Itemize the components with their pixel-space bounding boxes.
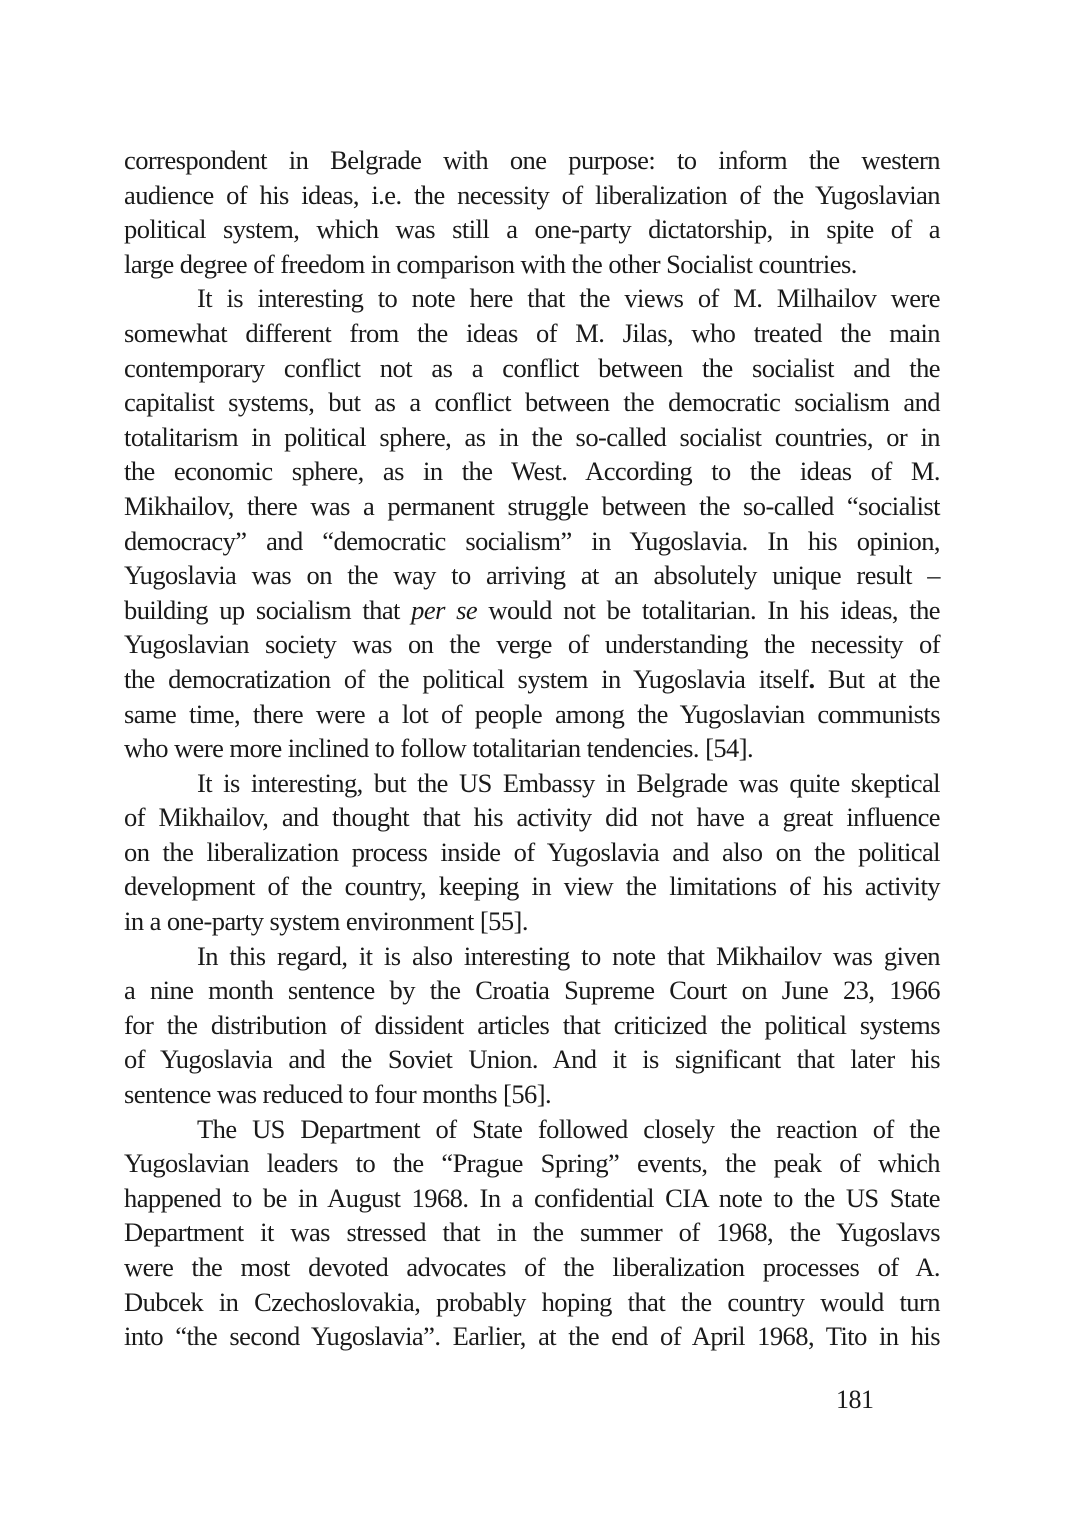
text-line: large degree of freedom in comparison with the other Socialist countries.	[124, 248, 857, 279]
text-line: capitalist systems, but as a conflict between the democratic socialism and	[124, 387, 940, 418]
text-line: Yugoslavian society was on the verge of understanding the necessity of	[124, 629, 940, 660]
text-line: into “the second Yugoslavia”. Earlier, at the end of April 1968, Tito in his	[124, 1321, 940, 1352]
text-line: audience of his ideas, i.e. the necessity of liberalization of the Yugoslavian	[124, 179, 940, 210]
text-line: It is interesting, but the US Embassy in Belgrade was quite skeptical	[197, 767, 940, 798]
text-line: of Mikhailov, and thought that his activity did not have a great influence	[124, 802, 940, 833]
text-line: In this regard, it is also interesting to note that Mikhailov was given	[197, 940, 940, 971]
text-line: were the most devoted advocates of the liberalization processes of A.	[124, 1252, 940, 1282]
paragraph-5	[124, 1112, 940, 1354]
text-line: contemporary conflict not as a conflict between the socialist and the	[124, 352, 940, 383]
text-line-with-italic	[124, 593, 940, 628]
paragraph-4	[124, 939, 940, 1112]
text-line: political system, which was still a one-party dictatorship, in spite of a	[124, 214, 940, 245]
text-line: Yugoslavia was on the way to arriving at an absolutely unique result –	[124, 560, 940, 591]
paragraph-2	[124, 281, 940, 765]
text-line: correspondent in Belgrade with one purpose: to inform the western	[124, 145, 940, 175]
paragraph-3	[124, 766, 940, 939]
page-number: 181	[836, 1385, 874, 1414]
text-line: totalitarism in political sphere, as in the so-called socialist countries, or in	[124, 421, 940, 452]
paragraph-1	[124, 143, 940, 281]
text-line: for the distribution of dissident articles that criticized the political systems	[124, 1009, 940, 1040]
text-line: happened to be in August 1968. In a confidential CIA note to the US State	[124, 1182, 940, 1213]
text-line: a nine month sentence by the Croatia Supreme Court on June 23, 1966	[124, 975, 940, 1006]
text-segment: would not be totalitarian. In his ideas, the	[477, 594, 940, 625]
text-line: who were more inclined to follow totalitarian tendencies. [54].	[124, 733, 754, 764]
text-line: Dubcek in Czechoslovakia, probably hoping that the country would turn	[124, 1286, 940, 1317]
text-line: democracy” and “democratic socialism” in Yugoslavia. In his opinion,	[124, 525, 940, 556]
italic-term: per se	[411, 594, 478, 625]
text-line: the economic sphere, as in the West. According to the ideas of M.	[124, 456, 940, 487]
text-line: on the liberalization process inside of Yugoslavia and also on the political	[124, 836, 940, 867]
text-line: The US Department of State followed closely the reaction of the	[197, 1113, 940, 1144]
text-segment: But at the	[814, 663, 940, 694]
text-line: Mikhailov, there was a permanent struggle between the so-called “socialist	[124, 490, 940, 521]
bold-period: .	[808, 663, 815, 694]
text-line: in a one-party system environment [55].	[124, 906, 528, 937]
text-line: development of the country, keeping in view the limitations of his activity	[124, 871, 940, 902]
text-line: It is interesting to note here that the views of M. Milhailov were	[197, 283, 940, 314]
document-page-body	[124, 143, 940, 1354]
text-line: somewhat different from the ideas of M. Jilas, who treated the main	[124, 317, 940, 348]
text-line: sentence was reduced to four months [56].	[124, 1079, 552, 1110]
text-line: Yugoslavian leaders to the “Prague Spring” events, the peak of which	[124, 1148, 940, 1179]
text-line: same time, there were a lot of people among the Yugoslavian communists	[124, 698, 940, 729]
text-line: of Yugoslavia and the Soviet Union. And it is significant that later his	[124, 1044, 940, 1075]
text-line-with-bold	[124, 662, 940, 697]
text-line: Department it was stressed that in the summer of 1968, the Yugoslavs	[124, 1217, 940, 1248]
text-segment: the democratization of the political system in Yugoslavia itself	[124, 663, 809, 694]
text-segment: building up socialism that	[124, 594, 412, 625]
